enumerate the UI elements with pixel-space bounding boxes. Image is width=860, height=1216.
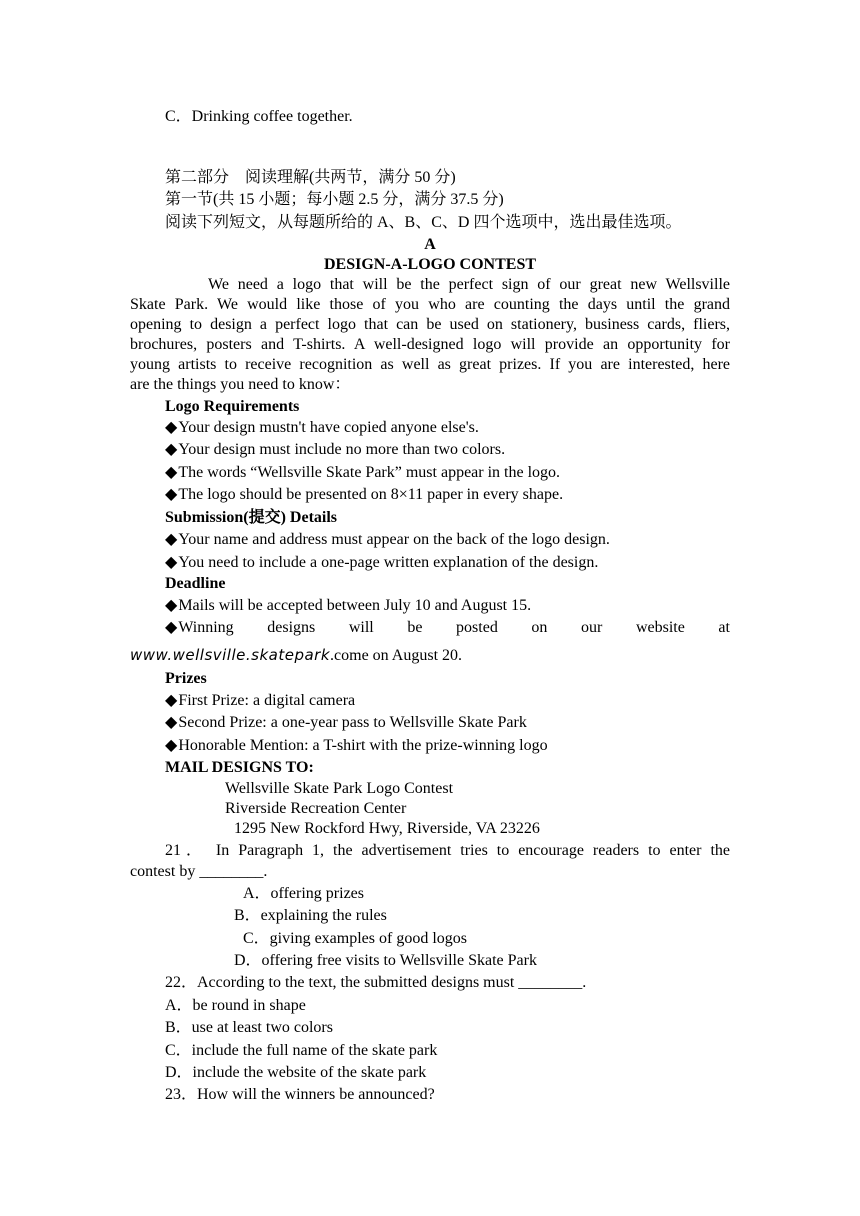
website-link[interactable]: www.wellsville.skatepark	[130, 646, 331, 664]
q22-option-c[interactable]: C．include the full name of the skate park	[165, 1042, 438, 1059]
q21-option-d[interactable]: D．offering free visits to Wellsville Skate Park	[234, 952, 537, 969]
reading-instruction: 阅读下列短文，从每题所给的 A、B、C、D 四个选项中，选出最佳选项。	[165, 214, 682, 231]
intro-line: are the things you need to know：	[130, 376, 351, 393]
q22-option-a[interactable]: A．be round in shape	[165, 997, 306, 1014]
mail-heading: MAIL DESIGNS TO:	[165, 759, 314, 776]
question-21-stem-cont: contest by ________.	[130, 863, 268, 880]
requirement-item: ◆Your design mustn't have copied anyone else's.	[165, 419, 479, 436]
q21-option-c[interactable]: C．giving examples of good logos	[243, 930, 467, 947]
q21-option-a[interactable]: A．offering prizes	[243, 885, 365, 902]
submission-item: ◆Your name and address must appear on the back of the logo design.	[165, 531, 610, 548]
bullet-diamond-icon: ◆	[165, 531, 178, 548]
bullet-diamond-icon: ◆	[165, 441, 178, 458]
bullet-diamond-icon: ◆	[165, 619, 178, 636]
bullet-diamond-icon: ◆	[165, 486, 178, 503]
bullet-diamond-icon: ◆	[165, 554, 178, 571]
bullet-diamond-icon: ◆	[165, 597, 178, 614]
submission-item: ◆You need to include a one-page written explanation of the design.	[165, 554, 599, 571]
q22-option-b[interactable]: B．use at least two colors	[165, 1019, 333, 1036]
requirements-heading: Logo Requirements	[165, 398, 300, 415]
bullet-diamond-icon: ◆	[165, 737, 178, 754]
intro-line: brochures, posters and T-shirts. A well-designed logo will provide an opportunity for	[130, 336, 730, 353]
question-23-stem: 23．How will the winners be announced?	[165, 1086, 435, 1103]
requirement-item: ◆Your design must include no more than two colors.	[165, 441, 506, 458]
address-line: Wellsville Skate Park Logo Contest	[225, 780, 454, 797]
requirement-item: ◆The logo should be presented on 8×11 paper in every shape.	[165, 486, 564, 503]
bullet-diamond-icon: ◆	[165, 419, 178, 436]
q21-option-b[interactable]: B．explaining the rules	[234, 907, 387, 924]
intro-line: Skate Park. We would like those of you who are counting the days until the grand	[130, 296, 730, 313]
bullet-diamond-icon: ◆	[165, 692, 178, 709]
deadline-item-website: ◆Winning designs will be posted on our website at	[165, 619, 730, 636]
section-one-heading: 第一节(共 15 小题；每小题 2.5 分，满分 37.5 分)	[165, 191, 504, 208]
intro-line: opening to design a perfect logo that can be used on stationery, business cards, fliers,	[130, 316, 730, 333]
prev-question-option-c: C．Drinking coffee together.	[165, 108, 353, 125]
address-line: 1295 New Rockford Hwy, Riverside, VA 23226	[234, 820, 540, 837]
intro-line: We need a logo that will be the perfect sign of our great new Wellsville	[208, 276, 730, 293]
bullet-diamond-icon: ◆	[165, 714, 178, 731]
address-line: Riverside Recreation Center	[225, 800, 407, 817]
requirement-item: ◆The words “Wellsville Skate Park” must appear in the logo.	[165, 464, 561, 481]
submission-heading: Submission(提交) Details	[165, 509, 338, 526]
prize-item: ◆Honorable Mention: a T-shirt with the prize-winning logo	[165, 737, 548, 754]
deadline-item: ◆Mails will be accepted between July 10 and August 15.	[165, 597, 532, 614]
passage-letter: A	[424, 236, 436, 253]
website-line: www.wellsville.skatepark.come on August 20.	[130, 646, 463, 664]
prizes-heading: Prizes	[165, 670, 207, 687]
prize-item: ◆Second Prize: a one-year pass to Wellsville Skate Park	[165, 714, 527, 731]
bullet-diamond-icon: ◆	[165, 464, 178, 481]
intro-line: young artists to receive recognition as well as great prizes. If you are interested, here	[130, 356, 730, 373]
deadline-heading: Deadline	[165, 575, 226, 592]
part-two-heading: 第二部分 阅读理解(共两节，满分 50 分)	[165, 169, 456, 186]
passage-title: DESIGN-A-LOGO CONTEST	[323, 256, 537, 273]
prize-item: ◆First Prize: a digital camera	[165, 692, 356, 709]
question-21-stem: 21． In Paragraph 1, the advertisement tries to encourage readers to enter the	[165, 842, 730, 859]
question-22-stem: 22．According to the text, the submitted designs must ________.	[165, 974, 587, 991]
q22-option-d[interactable]: D．include the website of the skate park	[165, 1064, 427, 1081]
